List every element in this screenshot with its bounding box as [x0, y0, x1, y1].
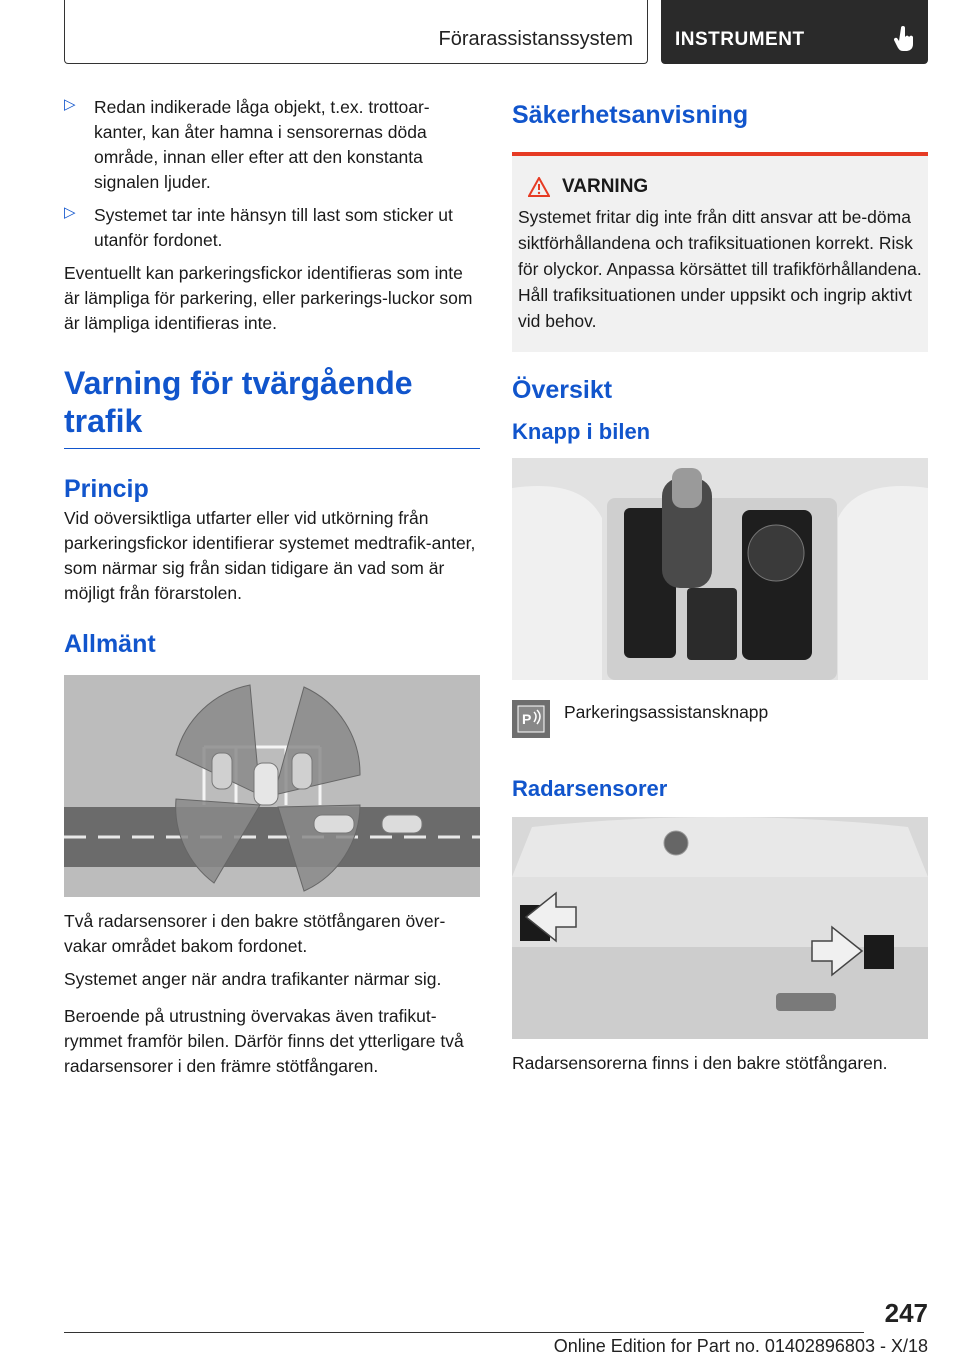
safety-heading: Säkerhetsanvisning — [512, 101, 749, 129]
chapter-title: INSTRUMENT — [675, 29, 805, 50]
hand-pointer-icon — [894, 26, 916, 52]
section-heading-block — [64, 364, 480, 449]
warning-title-row — [518, 176, 922, 198]
console-photo — [512, 458, 928, 680]
svg-text:P: P — [522, 711, 532, 727]
list-item — [64, 95, 480, 195]
button-caption: Parkeringsassistansknapp — [564, 702, 769, 722]
radar-heading: Radarsensorer — [512, 776, 668, 801]
paragraph: Beroende på utrustning övervakas även trafikut-rymmet framför bilen. Därför finns det ytterligare två radarsensorer i den främre stötfångaren. — [64, 1006, 464, 1076]
rear-bumper-photo — [512, 817, 928, 1039]
parking-assistant-icon — [512, 700, 550, 738]
paragraph: Vid oöversiktliga utfarter eller vid utkörning från parkeringsfickor identifierar systemet medtrafik-anter, som närmar sig från sidan tidigare än vad som är möjligt från förarstolen. — [64, 508, 476, 603]
radar-caption: Radarsensorerna finns i den bakre stötfångaren. — [512, 1053, 888, 1073]
section-heading: Varning för tvärgående trafik — [64, 365, 413, 439]
warning-title: VARNING — [562, 176, 649, 197]
warning-triangle-icon — [528, 177, 550, 197]
overview-heading: Översikt — [512, 376, 613, 404]
list-item-text: Redan indikerade låga objekt, t.ex. trottoar-kanter, kan åter hamna i sensorernas döda område, innan eller efter att den konstanta signalen ljuder. — [94, 97, 430, 192]
button-legend — [512, 700, 928, 738]
general-heading: Allmänt — [64, 630, 156, 658]
list-item-text: Systemet tar inte hänsyn till last som sticker ut utanför fordonet. — [94, 205, 453, 250]
paragraph: Systemet anger när andra trafikanter närmar sig. — [64, 969, 442, 989]
chapter-tab — [661, 0, 928, 64]
triangle-bullet-icon: ▷ — [64, 204, 76, 221]
principle-heading: Princip — [64, 475, 149, 503]
page-header — [64, 0, 928, 66]
cross-traffic-illustration — [64, 675, 480, 897]
triangle-bullet-icon: ▷ — [64, 96, 76, 113]
section-tab — [64, 0, 648, 64]
section-title: Förarassistanssystem — [438, 28, 633, 50]
footer-divider — [64, 1332, 864, 1333]
paragraph: Två radarsensorer i den bakre stötfångaren över-vakar området bakom fordonet. — [64, 911, 446, 956]
left-column — [64, 95, 480, 1079]
warning-text: Systemet fritar dig inte från ditt ansvar att be-döma siktförhållandena och trafiksituationen korrekt. Risk för olyckor. Anpassa körsättet till trafikförhållandena. Håll trafiksituationen under uppsikt och ingrip aktivt vid behov. — [518, 207, 922, 331]
button-heading: Knapp i bilen — [512, 419, 651, 444]
edition-footer: Online Edition for Part no. 01402896803 - X/18 — [553, 1336, 928, 1356]
warning-box — [512, 152, 928, 352]
list-item — [64, 203, 480, 253]
right-column — [512, 95, 928, 1076]
page-number: 247 — [884, 1298, 928, 1328]
paragraph: Eventuellt kan parkeringsfickor identifieras som inte är lämpliga för parkering, eller parkerings-luckor som är lämpliga identifieras inte. — [64, 263, 473, 333]
